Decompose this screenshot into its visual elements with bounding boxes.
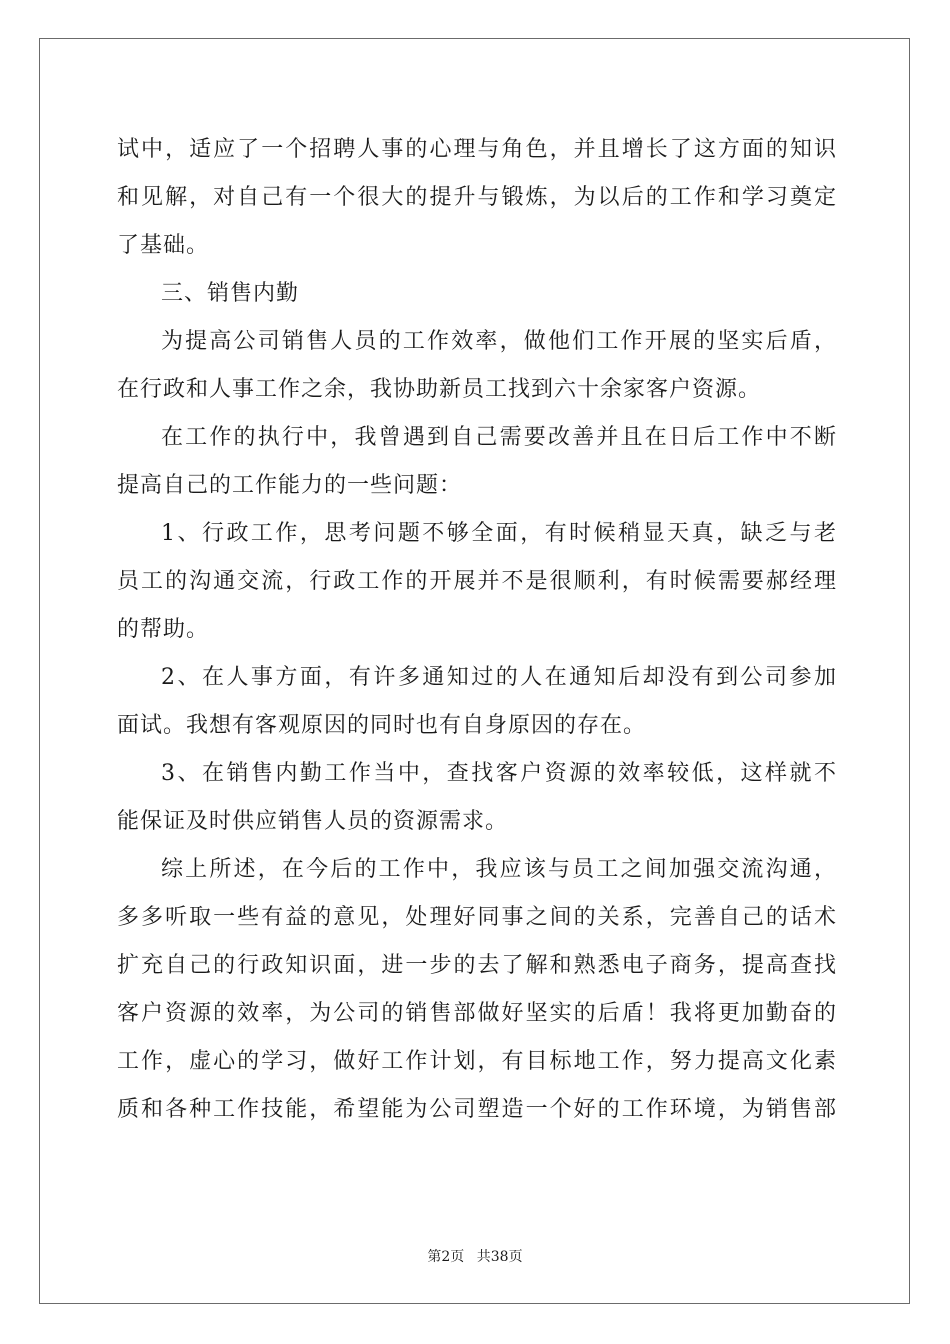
text-line: 试中，适应了一个招聘人事的心理与角色，并且增长了这方面的知识 [117,137,837,162]
text-line: 客户资源的效率，为公司的销售部做好坚实的后盾！我将更加勤奋的 [117,1001,837,1026]
section-heading: 三、销售内勤 [161,281,300,306]
text-line: 了基础。 [117,233,210,258]
text-line: 工作，虚心的学习，做好工作计划，有目标地工作，努力提高文化素 [117,1049,837,1074]
text-line: 员工的沟通交流，行政工作的开展并不是很顺利，有时候需要郝经理 [117,569,837,594]
text-line: 为提高公司销售人员的工作效率，做他们工作开展的坚实后盾， [161,329,837,354]
text-line: 扩充自己的行政知识面，进一步的去了解和熟悉电子商务，提高查找 [117,953,837,978]
text-line: 和见解，对自己有一个很大的提升与锻炼，为以后的工作和学习奠定 [117,185,837,210]
page-number: 第2页 [427,1249,465,1265]
text-line: 质和各种工作技能，希望能为公司塑造一个好的工作环境，为销售部 [117,1097,837,1122]
list-item-line: 1、行政工作，思考问题不够全面，有时候稍显天真，缺乏与老 [161,521,837,546]
list-item-line: 3、在销售内勤工作当中，查找客户资源的效率较低，这样就不 [161,761,837,786]
text-line: 能保证及时供应销售人员的资源需求。 [117,809,509,834]
text-line: 多多听取一些有益的意见，处理好同事之间的关系，完善自己的话术 [117,905,837,930]
text-line: 的帮助。 [117,617,210,642]
page-footer [0,1246,950,1266]
text-line: 综上所述，在今后的工作中，我应该与员工之间加强交流沟通， [161,857,837,882]
list-item-line: 2、在人事方面，有许多通知过的人在通知后却没有到公司参加 [161,665,837,690]
text-line: 提高自己的工作能力的一些问题： [117,473,463,498]
page-total: 共38页 [476,1249,523,1265]
document-body [117,126,837,1134]
text-line: 面试。我想有客观原因的同时也有自身原因的存在。 [117,713,647,738]
text-line: 在行政和人事工作之余，我协助新员工找到六十余家客户资源。 [117,377,762,402]
text-line: 在工作的执行中，我曾遇到自己需要改善并且在日后工作中不断 [161,425,837,450]
